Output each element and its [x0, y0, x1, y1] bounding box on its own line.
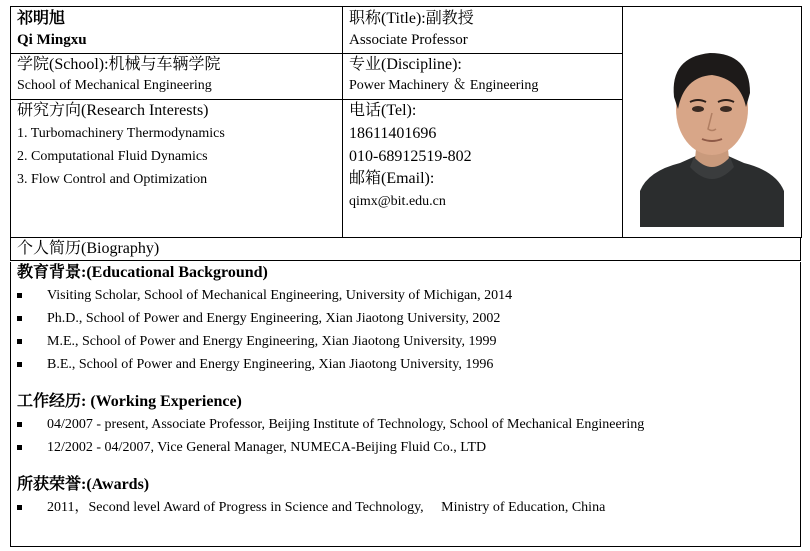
bullet-icon [17, 422, 22, 427]
school-value: School of Mechanical Engineering [17, 78, 212, 93]
profile-table [10, 6, 802, 238]
tel-mobile: 18611401696 [349, 125, 437, 142]
biography-section [10, 262, 801, 547]
title-value: Associate Professor [349, 32, 468, 48]
list-item [17, 413, 794, 436]
award-item: 2011，Second level Award of Progress in Science and Technology, Ministry of Education, China [47, 500, 606, 515]
school-label: 学院(School):机械与车辆学院 [17, 56, 221, 73]
list-item [17, 284, 794, 307]
list-item [17, 330, 794, 353]
bullet-icon [17, 505, 22, 510]
discipline-value: Power Machinery ＆ Engineering [349, 78, 539, 93]
list-item [17, 353, 794, 376]
research-item: 2. Computational Fluid Dynamics [17, 149, 208, 164]
title-label: 职称(Title):副教授 [349, 10, 474, 27]
education-list [17, 284, 794, 376]
work-item: 12/2002 - 04/2007, Vice General Manager, NUMECA-Beijing Fluid Co., LTD [47, 440, 487, 455]
awards-list [17, 496, 794, 519]
education-item: M.E., School of Power and Energy Engineering, Xian Jiaotong University, 1999 [47, 334, 497, 349]
school-cell [11, 54, 343, 100]
work-item: 04/2007 - present, Associate Professor, Beijing Institute of Technology, School of Mechanical Engineering [47, 417, 645, 432]
email-value: qimx@bit.edu.cn [349, 194, 446, 209]
tel-label: 电话(Tel): [349, 102, 417, 119]
list-item [17, 436, 794, 459]
email-label: 邮箱(Email): [349, 170, 435, 187]
work-list [17, 413, 794, 459]
profile-sheet [10, 6, 801, 546]
education-title: 教育背景:(Educational Background) [17, 264, 268, 281]
education-item: Ph.D., School of Power and Energy Engineering, Xian Jiaotong University, 2002 [47, 311, 501, 326]
title-cell [343, 7, 623, 54]
education-item: Visiting Scholar, School of Mechanical Engineering, University of Michigan, 2014 [47, 288, 513, 303]
list-item [17, 307, 794, 330]
name-chinese: 祁明旭 [17, 10, 66, 27]
bullet-icon [17, 293, 22, 298]
photo-cell [623, 7, 802, 238]
awards-title: 所获荣誉:(Awards) [17, 476, 150, 493]
tel-office: 010-68912519-802 [349, 148, 472, 165]
list-item [17, 496, 794, 519]
name-cell [11, 7, 343, 54]
education-item: B.E., School of Power and Energy Engineering, Xian Jiaotong University, 1996 [47, 357, 494, 372]
research-item: 3. Flow Control and Optimization [17, 172, 208, 187]
bullet-icon [17, 445, 22, 450]
portrait-image [640, 31, 784, 227]
contact-cell [343, 100, 623, 238]
research-cell [11, 100, 343, 238]
bullet-icon [17, 316, 22, 321]
bullet-icon [17, 339, 22, 344]
discipline-label: 专业(Discipline): [349, 56, 462, 73]
biography-heading: 个人简历(Biography) [10, 238, 801, 261]
research-label: 研究方向(Research Interests) [17, 102, 209, 119]
discipline-cell [343, 54, 623, 100]
name-english: Qi Mingxu [17, 32, 87, 48]
portrait-photo [640, 31, 784, 227]
research-item: 1. Turbomachinery Thermodynamics [17, 126, 225, 141]
bullet-icon [17, 362, 22, 367]
work-title: 工作经历: (Working Experience) [17, 393, 242, 410]
